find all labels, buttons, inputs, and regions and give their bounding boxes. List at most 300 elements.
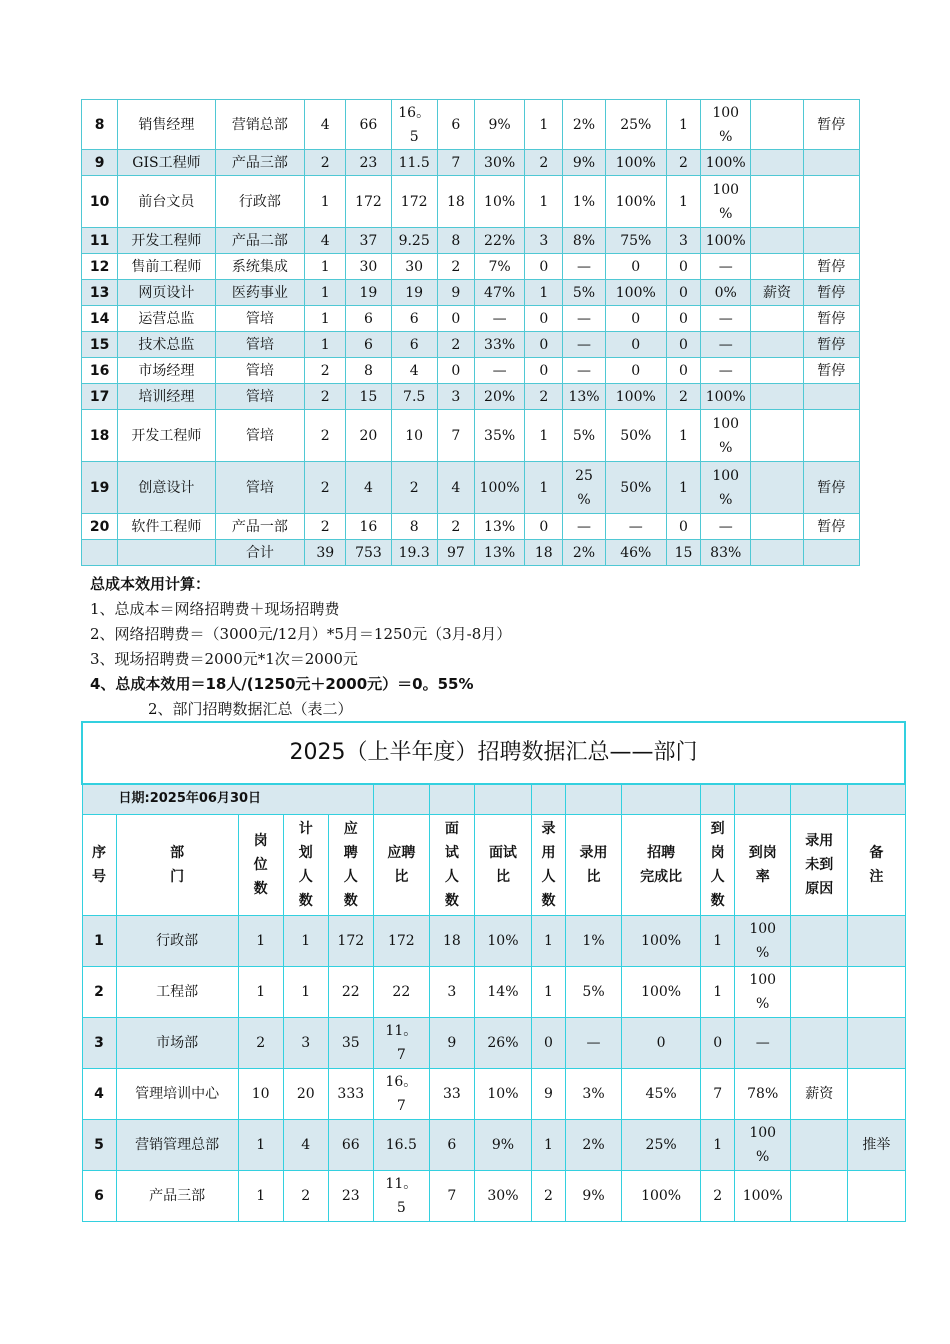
table-cell: 营销管理总部 bbox=[116, 1119, 238, 1170]
row-index: 15 bbox=[82, 332, 118, 358]
table-cell: 14% bbox=[474, 966, 531, 1017]
table-cell bbox=[622, 784, 701, 814]
row-index: 17 bbox=[82, 384, 118, 410]
table-row bbox=[82, 176, 860, 228]
notes-line-1: 1、总成本＝网络招聘费＋现场招聘费 bbox=[90, 600, 340, 618]
table-cell: 2 bbox=[531, 1170, 565, 1221]
table-cell: 医药事业 bbox=[215, 280, 304, 306]
table-cell: 6 bbox=[391, 332, 437, 358]
table-cell: 暂停 bbox=[803, 306, 859, 332]
column-header: 备 注 bbox=[848, 814, 905, 915]
table-cell: 25% bbox=[622, 1119, 701, 1170]
table-row bbox=[82, 540, 860, 566]
table-row bbox=[82, 254, 860, 280]
table-cell: 6 bbox=[437, 100, 474, 150]
table-cell: 10 bbox=[391, 410, 437, 462]
table-cell: — bbox=[701, 254, 751, 280]
table-cell: 1 bbox=[305, 280, 346, 306]
table-cell: 35% bbox=[474, 410, 524, 462]
table-row bbox=[82, 228, 860, 254]
table-cell: 管培 bbox=[215, 410, 304, 462]
column-header: 招聘 完成比 bbox=[622, 814, 701, 915]
table-cell: 172 bbox=[391, 176, 437, 228]
table-cell: 9% bbox=[474, 1119, 531, 1170]
table-cell: 4 bbox=[305, 228, 346, 254]
table-cell: 3 bbox=[666, 228, 700, 254]
table-cell: 暂停 bbox=[803, 280, 859, 306]
table-cell: 47% bbox=[474, 280, 524, 306]
table-cell: 售前工程师 bbox=[118, 254, 216, 280]
table-cell: 1 bbox=[525, 280, 563, 306]
table-cell: 11.5 bbox=[391, 150, 437, 176]
row-index: 3 bbox=[82, 1017, 116, 1068]
table-cell: 8 bbox=[391, 514, 437, 540]
row-index: 18 bbox=[82, 410, 118, 462]
table-cell: 100% bbox=[701, 384, 751, 410]
table-cell: 2% bbox=[566, 1119, 622, 1170]
table-cell: 9% bbox=[566, 1170, 622, 1221]
table-cell bbox=[566, 784, 622, 814]
table-row bbox=[82, 1017, 905, 1068]
table-row bbox=[82, 280, 860, 306]
table-cell: 0 bbox=[525, 332, 563, 358]
row-index: 19 bbox=[82, 462, 118, 514]
table-cell: 管培 bbox=[215, 332, 304, 358]
table-row bbox=[82, 384, 860, 410]
table-cell: 0 bbox=[666, 280, 700, 306]
table-cell: 2 bbox=[305, 150, 346, 176]
section-subheading: 2、部门招聘数据汇总（表二） bbox=[148, 700, 353, 718]
table-cell: 33 bbox=[429, 1068, 474, 1119]
table-cell: 1 bbox=[238, 1170, 283, 1221]
table-cell: 0% bbox=[701, 280, 751, 306]
table-cell: 培训经理 bbox=[118, 384, 216, 410]
table-cell: 市场部 bbox=[116, 1017, 238, 1068]
table-cell: 网页设计 bbox=[118, 280, 216, 306]
table-cell: 50% bbox=[605, 410, 666, 462]
table-cell: 26% bbox=[474, 1017, 531, 1068]
table-cell: 7 bbox=[701, 1068, 735, 1119]
table-cell: 1 bbox=[531, 915, 565, 966]
table-cell: 13% bbox=[474, 540, 524, 566]
table-cell bbox=[751, 332, 803, 358]
table-row bbox=[82, 462, 860, 514]
table-cell: 1% bbox=[566, 915, 622, 966]
table-cell: — bbox=[735, 1017, 791, 1068]
table-cell: 3 bbox=[437, 384, 474, 410]
table-cell: 3 bbox=[283, 1017, 328, 1068]
table-cell bbox=[735, 784, 791, 814]
table-cell: 9 bbox=[437, 280, 474, 306]
table-cell: 4 bbox=[283, 1119, 328, 1170]
table-cell: 0 bbox=[666, 254, 700, 280]
table-cell: 30% bbox=[474, 1170, 531, 1221]
table-cell: 9% bbox=[474, 100, 524, 150]
table-cell: 9 bbox=[531, 1068, 565, 1119]
table-cell bbox=[751, 306, 803, 332]
column-header: 面试 比 bbox=[474, 814, 531, 915]
table-cell: 66 bbox=[328, 1119, 373, 1170]
table-cell: GIS工程师 bbox=[118, 150, 216, 176]
table-cell: 7.5 bbox=[391, 384, 437, 410]
table-cell: 1 bbox=[666, 462, 700, 514]
table-row bbox=[82, 1068, 905, 1119]
table-cell: 100% bbox=[474, 462, 524, 514]
table-cell: 2 bbox=[283, 1170, 328, 1221]
position-recruitment-table bbox=[81, 99, 860, 566]
column-header: 计 划 人 数 bbox=[283, 814, 328, 915]
table-cell: 产品三部 bbox=[215, 150, 304, 176]
table-cell: 20 bbox=[283, 1068, 328, 1119]
table-cell: 产品三部 bbox=[116, 1170, 238, 1221]
row-index: 12 bbox=[82, 254, 118, 280]
table-cell: 2% bbox=[563, 540, 605, 566]
table-cell: 暂停 bbox=[803, 332, 859, 358]
table-cell: 100 % bbox=[735, 915, 791, 966]
table-cell: 66 bbox=[346, 100, 391, 150]
table-cell bbox=[751, 358, 803, 384]
table-cell: 7 bbox=[437, 150, 474, 176]
table-cell: 16。 5 bbox=[391, 100, 437, 150]
table-cell: 78% bbox=[735, 1068, 791, 1119]
table-cell bbox=[751, 100, 803, 150]
table-cell: 20% bbox=[474, 384, 524, 410]
date-label: 日期:2025年06月30日 bbox=[82, 784, 373, 814]
table-cell: — bbox=[701, 358, 751, 384]
table-cell: — bbox=[563, 254, 605, 280]
row-index: 10 bbox=[82, 176, 118, 228]
table-cell: 0 bbox=[531, 1017, 565, 1068]
notes-line-3: 3、现场招聘费＝2000元*1次＝2000元 bbox=[90, 650, 358, 668]
table-row bbox=[82, 1170, 905, 1221]
table-cell: — bbox=[563, 306, 605, 332]
table-cell: 30 bbox=[391, 254, 437, 280]
table-cell: 行政部 bbox=[116, 915, 238, 966]
table-cell: 0 bbox=[666, 514, 700, 540]
table-cell: 100 % bbox=[701, 462, 751, 514]
column-header: 到岗 率 bbox=[735, 814, 791, 915]
notes-line-2: 2、网络招聘费＝（3000元/12月）*5月＝1250元（3月-8月） bbox=[90, 625, 512, 643]
table-cell: 100% bbox=[605, 150, 666, 176]
row-index bbox=[82, 540, 118, 566]
table-cell: 0 bbox=[525, 514, 563, 540]
table-cell: 系统集成 bbox=[215, 254, 304, 280]
table-cell: 2 bbox=[437, 514, 474, 540]
table-cell: 10% bbox=[474, 915, 531, 966]
table-cell: 18 bbox=[437, 176, 474, 228]
table-cell: 83% bbox=[701, 540, 751, 566]
table-cell: 开发工程师 bbox=[118, 410, 216, 462]
table-row bbox=[82, 410, 860, 462]
table-cell: 1 bbox=[701, 915, 735, 966]
table-cell: 2 bbox=[437, 254, 474, 280]
table-cell bbox=[751, 540, 803, 566]
table-cell bbox=[848, 1170, 905, 1221]
table-cell bbox=[701, 784, 735, 814]
table-cell: 39 bbox=[305, 540, 346, 566]
table-row bbox=[82, 915, 905, 966]
table-cell: 6 bbox=[429, 1119, 474, 1170]
table-cell: 0 bbox=[605, 306, 666, 332]
table-cell: — bbox=[474, 358, 524, 384]
table-cell: 753 bbox=[346, 540, 391, 566]
table-cell: 19 bbox=[346, 280, 391, 306]
table-cell bbox=[531, 784, 565, 814]
table-cell: 10% bbox=[474, 1068, 531, 1119]
table-cell: 1 bbox=[701, 966, 735, 1017]
table-cell: 30 bbox=[346, 254, 391, 280]
table-cell: 9% bbox=[563, 150, 605, 176]
table-cell bbox=[751, 228, 803, 254]
table-cell bbox=[803, 228, 859, 254]
table-cell: 2 bbox=[305, 410, 346, 462]
table-cell bbox=[848, 915, 905, 966]
table-cell bbox=[791, 1017, 848, 1068]
table-cell: 37 bbox=[346, 228, 391, 254]
table-cell: 100 % bbox=[735, 966, 791, 1017]
table-cell: 2 bbox=[666, 384, 700, 410]
table-cell: 前台文员 bbox=[118, 176, 216, 228]
table-cell: 0 bbox=[605, 332, 666, 358]
table-cell: 管培 bbox=[215, 306, 304, 332]
table-cell: 5% bbox=[563, 410, 605, 462]
table-cell: 9 bbox=[429, 1017, 474, 1068]
table-cell: 2 bbox=[525, 150, 563, 176]
table-cell: 8 bbox=[437, 228, 474, 254]
table-cell bbox=[848, 1068, 905, 1119]
table-cell: — bbox=[563, 358, 605, 384]
table-cell: 1 bbox=[525, 176, 563, 228]
table-cell: — bbox=[701, 332, 751, 358]
table-cell: 1 bbox=[305, 254, 346, 280]
table-cell bbox=[751, 254, 803, 280]
table-cell: 暂停 bbox=[803, 254, 859, 280]
table-cell: 1 bbox=[305, 332, 346, 358]
table-cell: 1 bbox=[238, 915, 283, 966]
table-cell: 100 % bbox=[701, 410, 751, 462]
table-cell: 7% bbox=[474, 254, 524, 280]
table-cell bbox=[848, 966, 905, 1017]
table-cell: 暂停 bbox=[803, 514, 859, 540]
table-cell: 2 bbox=[305, 384, 346, 410]
table-cell: 13% bbox=[474, 514, 524, 540]
table-cell: 172 bbox=[373, 915, 429, 966]
table-cell: 18 bbox=[525, 540, 563, 566]
table-cell: 6 bbox=[346, 332, 391, 358]
row-index: 6 bbox=[82, 1170, 116, 1221]
table-cell: 6 bbox=[391, 306, 437, 332]
table-cell: 45% bbox=[622, 1068, 701, 1119]
table-cell: 19 bbox=[391, 280, 437, 306]
table-cell: 0 bbox=[666, 332, 700, 358]
cost-notes bbox=[90, 572, 890, 722]
table-cell: 薪资 bbox=[791, 1068, 848, 1119]
table-cell: 薪资 bbox=[751, 280, 803, 306]
table-cell: 0 bbox=[525, 306, 563, 332]
table-cell: 0 bbox=[605, 358, 666, 384]
table-cell bbox=[118, 540, 216, 566]
table-cell: 1 bbox=[305, 176, 346, 228]
table-cell: 18 bbox=[429, 915, 474, 966]
table-cell bbox=[803, 176, 859, 228]
row-index: 4 bbox=[82, 1068, 116, 1119]
table-cell: 1 bbox=[666, 100, 700, 150]
table-cell: 100 % bbox=[735, 1119, 791, 1170]
table-cell: 25 % bbox=[563, 462, 605, 514]
table-row bbox=[82, 358, 860, 384]
table-cell: 100 % bbox=[701, 176, 751, 228]
column-header: 应聘 比 bbox=[373, 814, 429, 915]
table-row bbox=[82, 966, 905, 1017]
row-index: 11 bbox=[82, 228, 118, 254]
table-cell: 20 bbox=[346, 410, 391, 462]
table-cell: 9.25 bbox=[391, 228, 437, 254]
table-cell: 管培 bbox=[215, 358, 304, 384]
table-cell: 7 bbox=[437, 410, 474, 462]
table-cell: 1 bbox=[666, 410, 700, 462]
table-cell: 172 bbox=[328, 915, 373, 966]
row-index: 20 bbox=[82, 514, 118, 540]
table-cell bbox=[791, 915, 848, 966]
column-header: 面 试 人 数 bbox=[429, 814, 474, 915]
table-cell: 3% bbox=[566, 1068, 622, 1119]
table-cell: 100 % bbox=[701, 100, 751, 150]
table-cell: 333 bbox=[328, 1068, 373, 1119]
table-cell: 1 bbox=[531, 1119, 565, 1170]
column-header: 部 门 bbox=[116, 814, 238, 915]
table-cell: 0 bbox=[525, 254, 563, 280]
table-cell: — bbox=[701, 306, 751, 332]
table-cell: 暂停 bbox=[803, 462, 859, 514]
table-cell: 0 bbox=[605, 254, 666, 280]
table-cell bbox=[803, 540, 859, 566]
table-cell: 行政部 bbox=[215, 176, 304, 228]
table-cell: 暂停 bbox=[803, 100, 859, 150]
column-header: 录用 比 bbox=[566, 814, 622, 915]
table-cell: 10 bbox=[238, 1068, 283, 1119]
row-index: 1 bbox=[82, 915, 116, 966]
table-cell bbox=[848, 784, 905, 814]
table-cell: 0 bbox=[525, 358, 563, 384]
table-cell bbox=[791, 1170, 848, 1221]
table-cell: 1 bbox=[531, 966, 565, 1017]
table-cell: 3 bbox=[525, 228, 563, 254]
table-cell: 4 bbox=[391, 358, 437, 384]
table-cell: 1 bbox=[525, 462, 563, 514]
table-cell: 工程部 bbox=[116, 966, 238, 1017]
table-cell: 产品二部 bbox=[215, 228, 304, 254]
table-cell: 100% bbox=[622, 915, 701, 966]
date-row bbox=[82, 784, 905, 814]
table-cell: 软件工程师 bbox=[118, 514, 216, 540]
table-title: 2025（上半年度）招聘数据汇总——部门 bbox=[82, 722, 905, 784]
column-header: 应 聘 人 数 bbox=[328, 814, 373, 915]
table-cell: 100% bbox=[735, 1170, 791, 1221]
table-cell: 3 bbox=[429, 966, 474, 1017]
column-header: 录用 未到 原因 bbox=[791, 814, 848, 915]
table-cell: 5% bbox=[563, 280, 605, 306]
table-cell: 管理培训中心 bbox=[116, 1068, 238, 1119]
department-recruitment-table bbox=[81, 721, 906, 1222]
table-cell: 10% bbox=[474, 176, 524, 228]
table-cell: 市场经理 bbox=[118, 358, 216, 384]
table-cell bbox=[791, 966, 848, 1017]
table-cell: 16 bbox=[346, 514, 391, 540]
table-cell: 2 bbox=[305, 358, 346, 384]
table-cell: 1 bbox=[525, 410, 563, 462]
row-index: 2 bbox=[82, 966, 116, 1017]
table-cell bbox=[751, 514, 803, 540]
table-cell bbox=[751, 462, 803, 514]
table-cell: 创意设计 bbox=[118, 462, 216, 514]
table-cell: 管培 bbox=[215, 462, 304, 514]
table-row bbox=[82, 332, 860, 358]
table-cell: 19.3 bbox=[391, 540, 437, 566]
table-cell: 100% bbox=[622, 966, 701, 1017]
table-cell: 推举 bbox=[848, 1119, 905, 1170]
table-cell bbox=[791, 784, 848, 814]
table-cell: 11。 7 bbox=[373, 1017, 429, 1068]
table-cell: 75% bbox=[605, 228, 666, 254]
table-cell bbox=[803, 410, 859, 462]
table-cell: 0 bbox=[622, 1017, 701, 1068]
table-cell: 0 bbox=[666, 306, 700, 332]
table-cell bbox=[429, 784, 474, 814]
table-row bbox=[82, 514, 860, 540]
table-cell: 2 bbox=[525, 384, 563, 410]
column-header: 序 号 bbox=[82, 814, 116, 915]
table-cell: 0 bbox=[437, 358, 474, 384]
table-cell: 22 bbox=[373, 966, 429, 1017]
table-cell: 2 bbox=[238, 1017, 283, 1068]
table-cell: 97 bbox=[437, 540, 474, 566]
table-cell: 2 bbox=[666, 150, 700, 176]
table-cell bbox=[474, 784, 531, 814]
table-cell: 1 bbox=[525, 100, 563, 150]
table-cell: 23 bbox=[328, 1170, 373, 1221]
table-cell: 15 bbox=[346, 384, 391, 410]
table-cell: 16.5 bbox=[373, 1119, 429, 1170]
table-cell: 1 bbox=[666, 176, 700, 228]
table-cell bbox=[751, 410, 803, 462]
table-cell: 4 bbox=[346, 462, 391, 514]
table-cell bbox=[791, 1119, 848, 1170]
table-row bbox=[82, 100, 860, 150]
row-index: 5 bbox=[82, 1119, 116, 1170]
table-cell: 8% bbox=[563, 228, 605, 254]
row-index: 9 bbox=[82, 150, 118, 176]
header-row bbox=[82, 814, 905, 915]
table-cell bbox=[803, 150, 859, 176]
column-header: 录 用 人 数 bbox=[531, 814, 565, 915]
column-header: 到 岗 人 数 bbox=[701, 814, 735, 915]
table-cell: 100% bbox=[605, 384, 666, 410]
table-cell: 2 bbox=[701, 1170, 735, 1221]
table-cell bbox=[373, 784, 429, 814]
table-cell: 100% bbox=[605, 176, 666, 228]
notes-line-4: 4、总成本效用＝18人/(1250元＋2000元）＝0。55% bbox=[90, 675, 474, 693]
table-cell: 营销总部 bbox=[215, 100, 304, 150]
row-index: 14 bbox=[82, 306, 118, 332]
table-cell: 1% bbox=[563, 176, 605, 228]
table-cell: 100% bbox=[701, 228, 751, 254]
table-cell: 7 bbox=[429, 1170, 474, 1221]
table-cell bbox=[751, 176, 803, 228]
table-cell: — bbox=[566, 1017, 622, 1068]
table-cell: 50% bbox=[605, 462, 666, 514]
table-cell: 23 bbox=[346, 150, 391, 176]
table-cell: 11。 5 bbox=[373, 1170, 429, 1221]
